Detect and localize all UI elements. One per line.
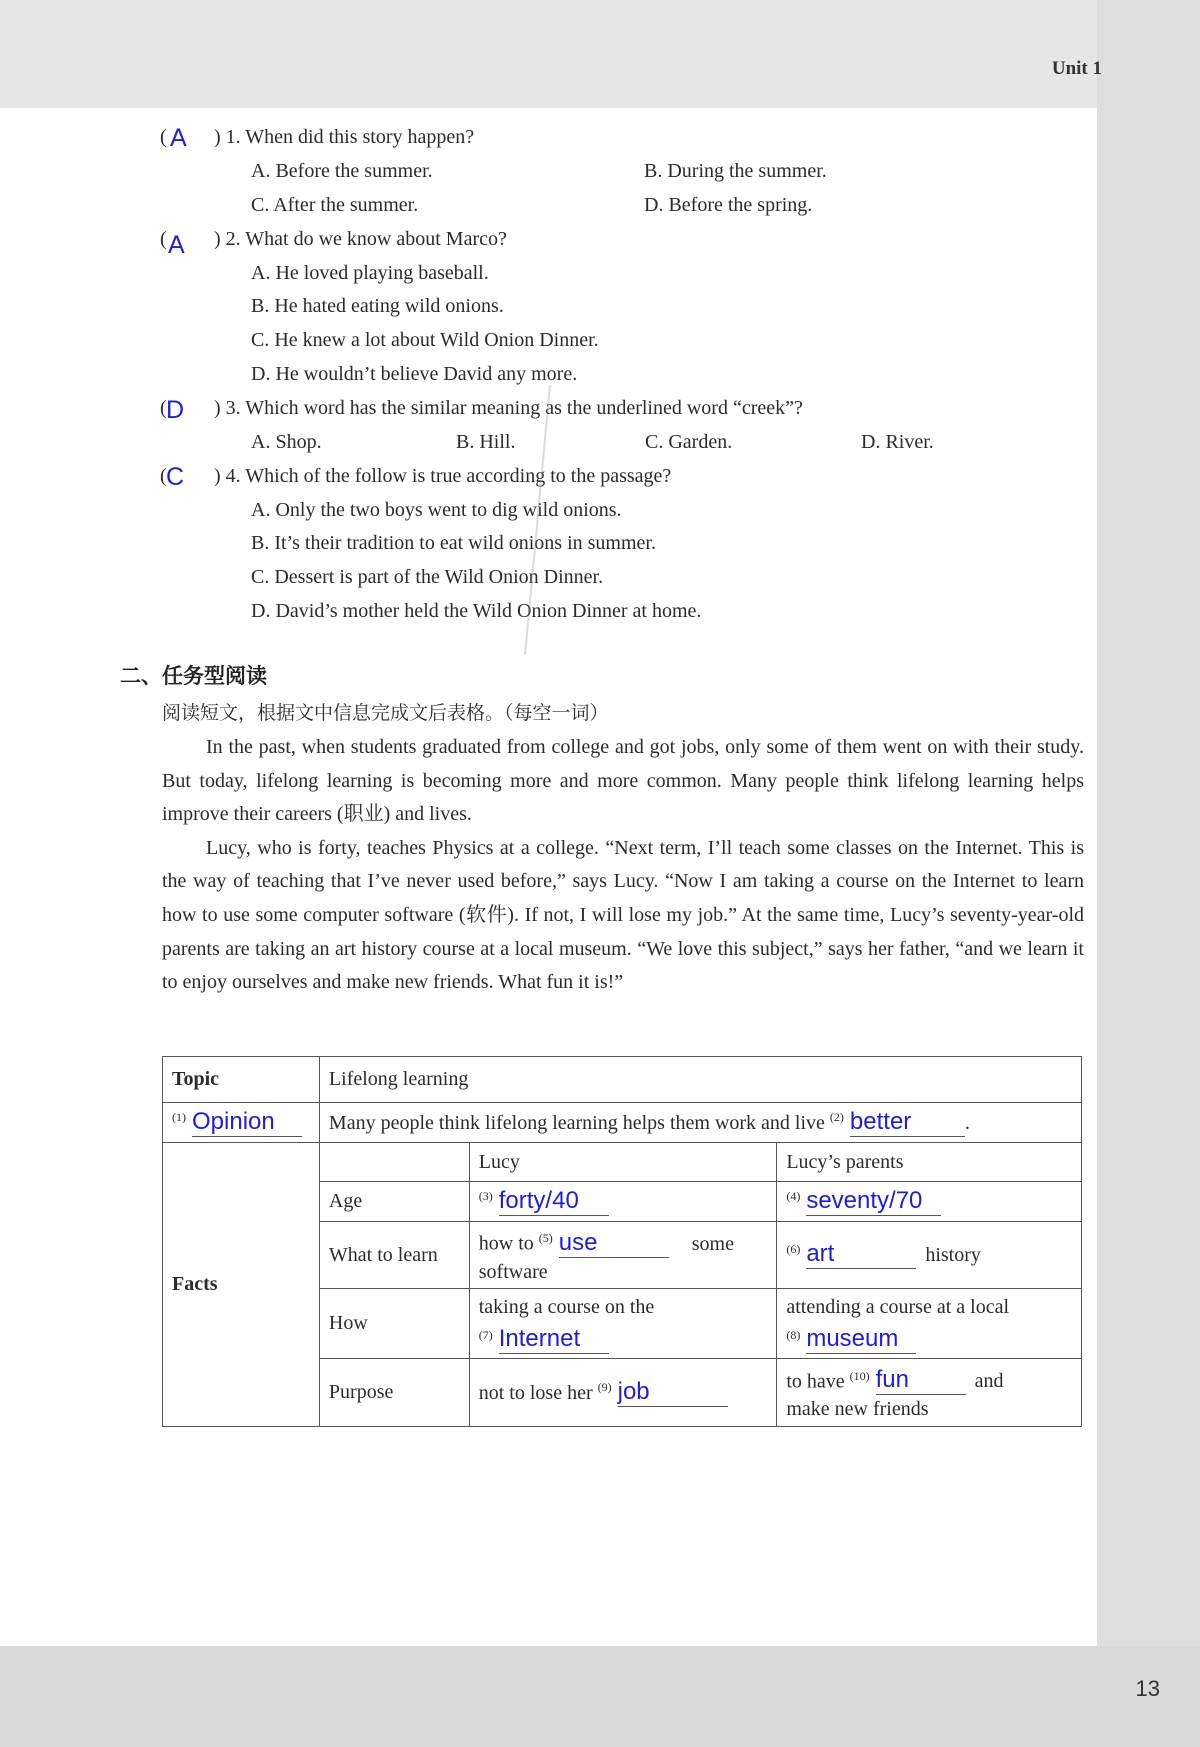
answer-blank-4 bbox=[806, 1188, 941, 1216]
blank-number: (6) bbox=[786, 1242, 801, 1257]
empty-header-cell bbox=[319, 1143, 469, 1182]
how-parents-prefix: attending a course at a local bbox=[786, 1295, 1010, 1318]
purpose-parents-mid: and bbox=[974, 1370, 1004, 1393]
answer-blank-10 bbox=[876, 1367, 966, 1395]
how-label: How bbox=[319, 1289, 469, 1359]
answer-4: seventy/70 bbox=[806, 1186, 923, 1214]
answer-6: art bbox=[806, 1240, 835, 1267]
purpose-label: Purpose bbox=[319, 1359, 469, 1427]
purpose-lucy-cell bbox=[469, 1359, 777, 1427]
how-lucy-cell bbox=[469, 1289, 777, 1359]
info-table bbox=[162, 1056, 1082, 1427]
q4-option-a: A. Only the two boys went to dig wild onions. bbox=[251, 499, 622, 521]
answer-9: job bbox=[617, 1377, 650, 1405]
what-parents-suffix: history bbox=[925, 1244, 981, 1266]
section-instruction: 阅读短文，根据文中信息完成文后表格。（每空一词） bbox=[162, 702, 609, 724]
page-number: 13 bbox=[1135, 1676, 1160, 1701]
column-parents: Lucy’s parents bbox=[777, 1143, 1082, 1182]
passage-paragraph-1: In the past, when students graduated from college and got jobs, only some of them went on with their study. But today, lifelong learning is becoming more and more common. Many people think lifelong learning helps improve their careers (职业) and lives. bbox=[162, 736, 1084, 826]
what-lucy-cell bbox=[469, 1222, 777, 1289]
how-lucy-prefix: taking a course on the bbox=[478, 1295, 655, 1318]
what-parents-cell bbox=[777, 1222, 1082, 1289]
q1-option-b: B. During the summer. bbox=[644, 160, 827, 182]
age-label: Age bbox=[319, 1182, 469, 1222]
topic-value: Lifelong learning bbox=[319, 1057, 1081, 1103]
q4-option-d: D. David’s mother held the Wild Onion Dinner at home. bbox=[251, 600, 702, 622]
blank-number: (8) bbox=[786, 1327, 801, 1342]
purpose-lucy-prefix: not to lose her bbox=[478, 1381, 593, 1404]
answer-blank-7 bbox=[499, 1326, 609, 1354]
q1-answer: A bbox=[170, 124, 187, 152]
blank-1-cell bbox=[163, 1103, 320, 1143]
blank-number: (10) bbox=[849, 1368, 870, 1383]
q2-option-d: D. He wouldn’t believe David any more. bbox=[251, 363, 578, 385]
q2-option-a: A. He loved playing baseball. bbox=[251, 262, 489, 284]
q2-option-c: C. He knew a lot about Wild Onion Dinner. bbox=[251, 329, 599, 351]
answer-7: Internet bbox=[498, 1325, 581, 1353]
q1-option-c: C. After the summer. bbox=[251, 194, 419, 216]
answer-10: fun bbox=[875, 1366, 910, 1394]
answer-blank-2 bbox=[850, 1109, 965, 1137]
blank-number: (4) bbox=[786, 1188, 801, 1203]
q1-option-d: D. Before the spring. bbox=[644, 194, 813, 216]
q1-stem: ) 1. When did this story happen? bbox=[214, 126, 475, 148]
q1-option-a: A. Before the summer. bbox=[251, 160, 433, 182]
passage-paragraph-2: Lucy, who is forty, teaches Physics at a college. “Next term, I’ll teach some classes on the Internet. This is the way of teaching that I’ve never used before,” says Lucy. “Now I am taking a course on the Internet to learn how to use some computer software (软件). If not, I will lose my job.” At the same time, Lucy’s seventy-year-old parents are taking an art history course at a local museum. “We love this subject,” says her father, “and we learn it to enjoy ourselves and make new friends. What fun it is!” bbox=[162, 836, 1084, 994]
answer-blank-5 bbox=[559, 1230, 669, 1258]
q3-option-a: A. Shop. bbox=[251, 431, 322, 453]
page-frame-right bbox=[1097, 0, 1200, 1747]
reading-passage bbox=[162, 731, 1084, 1000]
blank-number: (1) bbox=[172, 1109, 186, 1124]
purpose-parents-suffix: make new friends bbox=[786, 1398, 929, 1421]
q3-stem: ) 3. Which word has the similar meaning as the underlined word “creek”? bbox=[214, 397, 803, 419]
q4-stem: ) 4. Which of the follow is true according to the passage? bbox=[214, 465, 672, 487]
blank-number: (5) bbox=[538, 1231, 553, 1246]
purpose-parents-prefix: to have bbox=[786, 1370, 845, 1393]
q3-option-c: C. Garden. bbox=[645, 431, 733, 453]
answer-blank-8 bbox=[806, 1326, 916, 1354]
what-label: What to learn bbox=[319, 1222, 469, 1289]
blank-number: (7) bbox=[478, 1327, 493, 1342]
section-title: 二、任务型阅读 bbox=[120, 664, 267, 688]
answer-1: Opinion bbox=[192, 1107, 275, 1135]
unit-label: Unit 1 bbox=[1051, 58, 1102, 79]
q2-paren-open: ( bbox=[160, 228, 167, 250]
q2-stem: ) 2. What do we know about Marco? bbox=[214, 228, 507, 250]
column-lucy: Lucy bbox=[469, 1143, 777, 1182]
topic-label: Topic bbox=[163, 1057, 320, 1103]
answer-blank-6 bbox=[806, 1241, 916, 1269]
facts-label: Facts bbox=[163, 1143, 320, 1427]
blank-number: (2) bbox=[829, 1109, 844, 1124]
opinion-cell bbox=[319, 1103, 1081, 1143]
q2-option-b: B. He hated eating wild onions. bbox=[251, 295, 504, 317]
table-row bbox=[163, 1103, 1082, 1143]
blank-number: (3) bbox=[478, 1188, 493, 1203]
q4-option-c: C. Dessert is part of the Wild Onion Dinner. bbox=[251, 566, 604, 588]
answer-3: forty/40 bbox=[498, 1186, 579, 1214]
age-lucy-cell bbox=[469, 1182, 777, 1222]
table-row bbox=[163, 1143, 1082, 1182]
opinion-text: Many people think lifelong learning helps them work and live bbox=[328, 1111, 825, 1134]
what-lucy-suffix-2: software bbox=[478, 1260, 548, 1283]
how-parents-cell bbox=[777, 1289, 1082, 1359]
page-frame-bottom bbox=[0, 1646, 1200, 1747]
q2-answer: A bbox=[168, 231, 185, 259]
page-frame-top bbox=[0, 0, 1200, 108]
blank-number: (9) bbox=[597, 1379, 612, 1394]
answer-blank-3 bbox=[499, 1188, 609, 1216]
watermark-graphic bbox=[520, 380, 560, 660]
q4-option-b: B. It’s their tradition to eat wild onions in summer. bbox=[251, 532, 656, 554]
answer-8: museum bbox=[806, 1325, 899, 1353]
q3-paren-open: ( bbox=[160, 397, 167, 419]
opinion-period: . bbox=[964, 1111, 970, 1134]
answer-blank-9 bbox=[618, 1379, 728, 1407]
q4-answer: C bbox=[166, 463, 185, 491]
q3-option-b: B. Hill. bbox=[456, 431, 516, 453]
q3-answer: D bbox=[166, 396, 185, 424]
table-row bbox=[163, 1057, 1082, 1103]
what-lucy-prefix: how to bbox=[478, 1232, 534, 1255]
q4-paren-open: ( bbox=[160, 465, 167, 487]
what-lucy-suffix: some bbox=[691, 1232, 734, 1255]
q3-option-d: D. River. bbox=[861, 431, 934, 453]
q1-paren-open: ( bbox=[160, 126, 167, 148]
purpose-parents-cell bbox=[777, 1359, 1082, 1427]
answer-blank-1 bbox=[192, 1109, 302, 1137]
age-parents-cell bbox=[777, 1182, 1082, 1222]
answer-2: better bbox=[849, 1107, 912, 1135]
answer-5: use bbox=[558, 1228, 598, 1256]
